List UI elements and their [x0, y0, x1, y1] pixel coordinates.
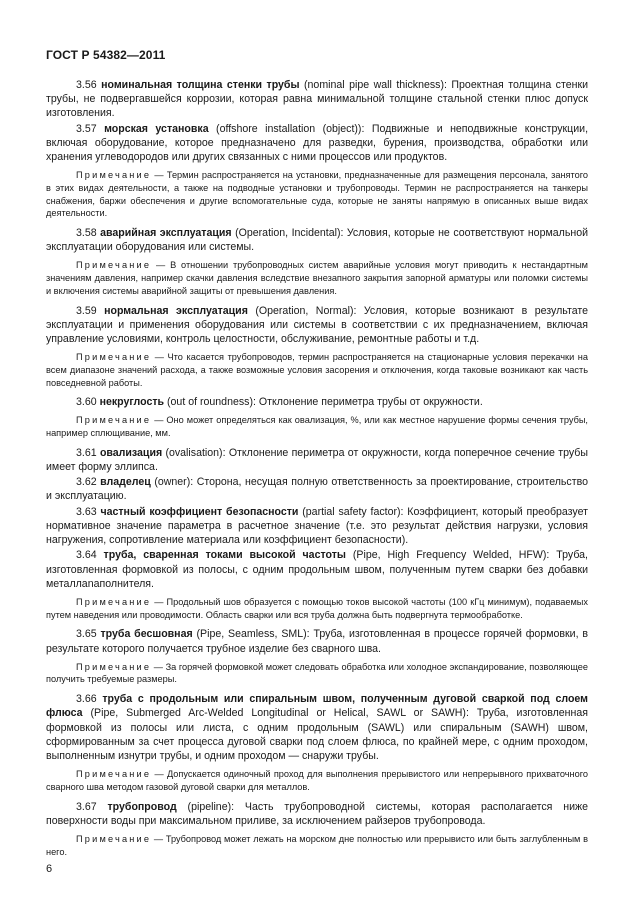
note-text: — За горячей формовкой может следовать обработка или холодное экспандирование, позволяющее получить требуемые размеры.	[46, 661, 588, 685]
note-text: — Оно может определяться как овализация, %, или как местное нарушение формы сечения трубы, например сплющивание, мм.	[46, 415, 588, 439]
note-paragraph	[46, 414, 588, 439]
definition-text: (nominal pipe wall thickness): Проектная толщина стенки трубы, не подвергавшейся коррозии, которая равна минимальной толщине стальной стенки плюс допуск изготовления.	[46, 79, 589, 120]
definition-number: 3.58	[76, 227, 97, 240]
definition-paragraph	[46, 446, 588, 474]
definition-text: (Pipe, Seamless, SML): Труба, изготовленная в процессе горячей формовки, в результате которого получается трубное изделие без сварного шва.	[46, 628, 588, 655]
note-label: Примечание	[76, 596, 152, 607]
definition-text: (owner): Сторона, несущая полную ответственность за проектирование, строительство и эксплуатацию.	[46, 476, 588, 503]
definition-paragraph	[46, 548, 588, 591]
definition-paragraph	[46, 304, 588, 347]
definition-text: (pipeline): Часть трубопроводной системы, которая располагается ниже поверхности воды при максимальном приливе, за исключением райзеров трубопровода.	[46, 800, 588, 827]
definition-text: (partial safety factor): Коэффициент, который преобразует нормативное значение параметра в расчетное значение (т.е. это результат действия нагрузки, условия нагружения, сопротивление материала или коэффициент безопасности).	[46, 505, 588, 547]
definition-number: 3.66	[76, 693, 97, 706]
note-paragraph	[46, 661, 588, 686]
definition-term: нормальная эксплуатация	[104, 304, 248, 317]
note-paragraph	[46, 351, 588, 389]
definition-number: 3.65	[76, 628, 97, 641]
definition-number: 3.67	[76, 800, 97, 813]
definition-paragraph	[46, 505, 588, 548]
definition-number: 3.61	[76, 446, 97, 459]
definition-number: 3.64	[76, 549, 97, 562]
definition-paragraph	[46, 627, 588, 655]
definition-term: труба с продольным или спиральным швом, полученным дуговой сваркой под слоем флюса	[46, 693, 588, 720]
note-paragraph	[46, 596, 588, 621]
definition-number: 3.60	[76, 396, 97, 409]
page-number: 6	[46, 863, 53, 875]
note-text: — Продольный шов образуется с помощью токов высокой частоты (100 кГц минимум), подаваемых путем наведения или проводимости. Область сварки или вся труба должна быть подвергнута термообработке.	[46, 596, 588, 620]
note-label: Примечание	[76, 769, 152, 780]
note-paragraph	[46, 259, 588, 297]
note-text: — Термин распространяется на установки, предназначенные для размещения персонала, занятого в этих видах деятельности, а также на подводные установки и трубопроводы. Термин не распространяется на танкеры снабжения, баржи обеспечения и другие вспомогательные суда, которые не заняты напрямую в описанных выше видах деятельности.	[46, 170, 588, 219]
definition-paragraph	[46, 692, 588, 763]
definition-term: морская установка	[104, 122, 209, 135]
definition-paragraph	[46, 122, 588, 165]
definition-number: 3.59	[76, 304, 97, 317]
note-text: — Что касается трубопроводов, термин распространяется на стационарные условия перекачки на всем диапазоне значений расхода, а также возможные условия засорения и отключения, когда таковые возникают как часть повседневной работы.	[46, 352, 588, 388]
definition-text: (offshore installation (object)): Подвижные и неподвижные конструкции, включая оборудование, которое предназначено для разведки, бурения, производства, обработки или хранения углеводородов или других связанных с ними процессов или продуктов.	[46, 122, 589, 164]
definition-text: (ovalisation): Отклонение периметра от окружности, когда поперечное сечение трубы имеет форму эллипса.	[46, 446, 588, 474]
note-label: Примечание	[76, 260, 152, 271]
note-paragraph	[46, 768, 588, 793]
note-label: Примечание	[76, 352, 152, 363]
document-body	[46, 78, 588, 864]
definition-text: (Pipe, High Frequency Welded, HFW): Труба, изготовленная формовкой из полосы, с одним продольным швом, полученным путем сварки без добавки металлаnаполнителя.	[46, 549, 588, 590]
definition-paragraph	[46, 800, 588, 828]
note-label: Примечание	[76, 415, 152, 426]
definition-term: труба, сваренная токами высокой частоты	[103, 549, 346, 562]
definition-term: аварийная эксплуатация	[100, 227, 232, 240]
note-text: — Трубопровод может лежать на морском дне полностью или прерывисто или быть заглубленным в него.	[46, 833, 588, 857]
definition-number: 3.56	[76, 79, 97, 91]
note-text: — В отношении трубопроводных систем аварийные условия могут приводить к нестандартным значениям давления, например скачки давления вследствие внезапного закрытия запорной арматуры или поломки системы и включения системы аварийной защиты от превышения давления.	[46, 260, 588, 296]
definition-text: (Operation, Incidental): Условия, которые не соответствуют нормальной эксплуатации оборудования или системы.	[46, 227, 588, 254]
definition-term: номинальная толщина стенки трубы	[101, 79, 300, 91]
definition-text: (out of roundness): Отклонение периметра трубы от окружности.	[164, 396, 483, 409]
definition-paragraph	[46, 475, 588, 503]
definition-number: 3.62	[76, 476, 97, 489]
definition-term: частный коэффициент безопасности	[100, 505, 299, 518]
definition-text: (Pipe, Submerged Arc-Welded Longitudinal or Helical, SAWL or SAWH): Труба, изготовленная формовкой из полосы или листа, с одним продольным (SAWL) или спиральным (SAWH) швом, сформированным за счет процесса дуговой сварки под слоем флюса, по крайней мере, с одним проходом, выполненным изнутри трубы, и одним проходом — снаружи трубы.	[46, 707, 588, 762]
definition-term: труба бесшовная	[100, 628, 193, 641]
definition-number: 3.57	[76, 122, 97, 135]
note-label: Примечание	[76, 661, 152, 672]
definition-term: овализация	[99, 446, 163, 459]
definition-text: (Operation, Normal): Условия, которые возникают в результате эксплуатации и применения оборудования или системы в соответствии с их предназначением, включая управление условиями, контроль целостности, обслуживание, ремонтные работы и т.д.	[46, 304, 588, 345]
document-header: ГОСТ Р 54382—2011	[46, 48, 166, 62]
definition-paragraph	[46, 395, 588, 409]
note-paragraph	[46, 169, 588, 220]
definition-term: некруглость	[99, 396, 165, 409]
note-label: Примечание	[76, 833, 152, 844]
definition-paragraph	[46, 226, 588, 254]
definition-term: трубопровод	[107, 800, 177, 813]
note-label: Примечание	[76, 170, 152, 181]
note-text: — Допускается одиночный проход для выполнения прерывистого или непрерывного прихваточного сварного шва методом газовой дуговой сварки для металлов.	[46, 769, 588, 792]
note-paragraph	[46, 833, 588, 858]
definition-paragraph	[46, 78, 588, 121]
definition-term: владелец	[100, 476, 151, 489]
definition-number: 3.63	[76, 505, 97, 518]
